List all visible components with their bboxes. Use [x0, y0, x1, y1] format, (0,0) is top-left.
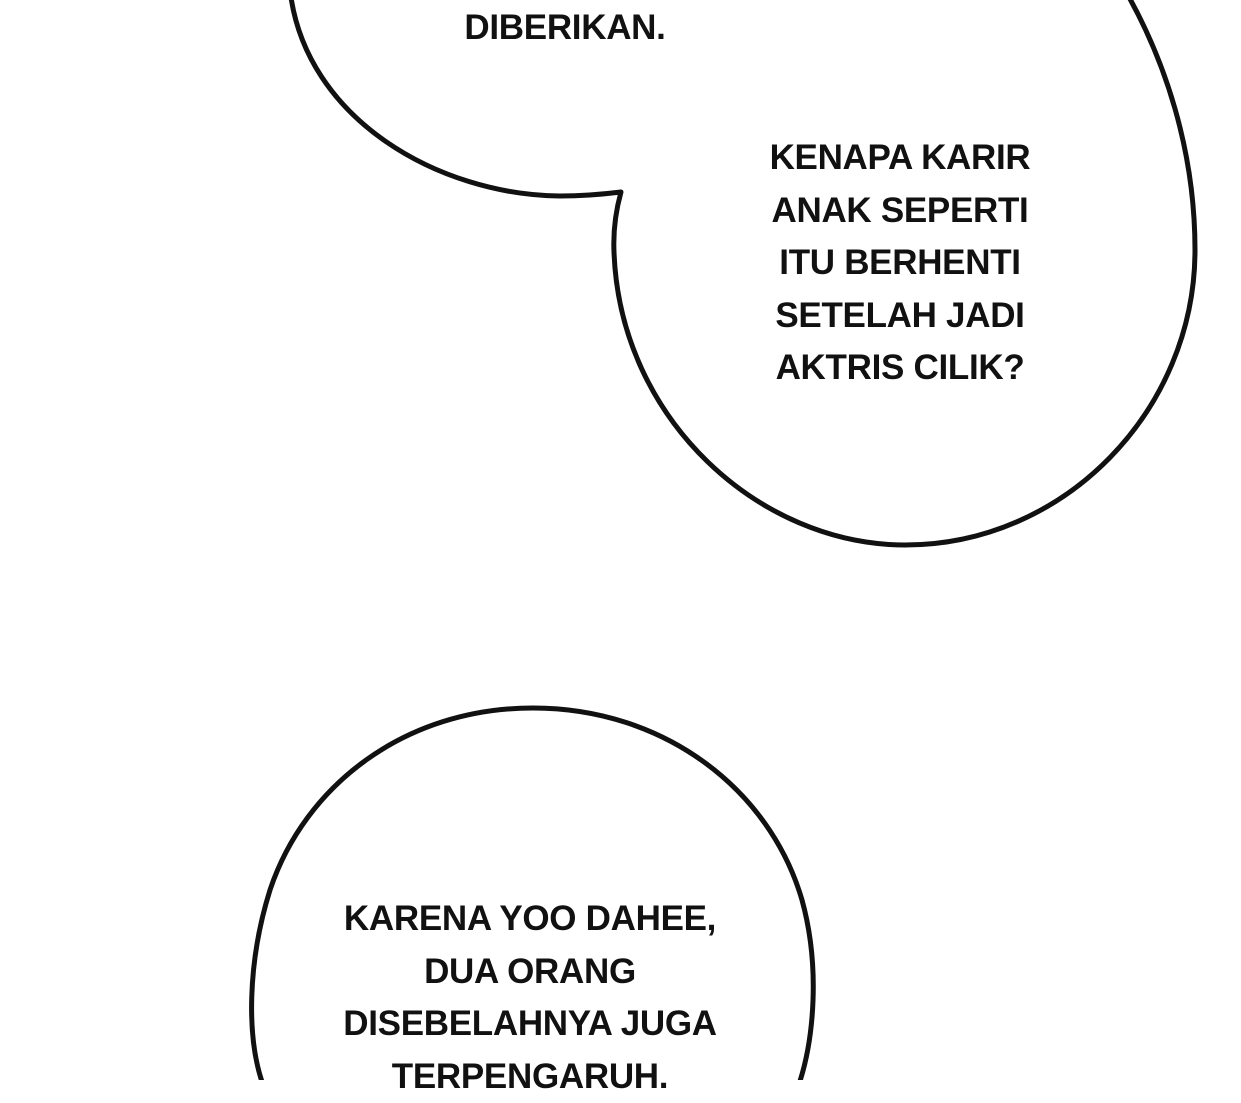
speech-line: DIBERIKAN. [400, 2, 730, 55]
speech-line: KARENA YOO DAHEE, [300, 893, 760, 946]
speech-line: DUA ORANG [300, 946, 760, 999]
speech-line: KENAPA KARIR [720, 132, 1080, 185]
speech-line: ITU BERHENTI [720, 237, 1080, 290]
speech-line: ANAK SEPERTI [720, 185, 1080, 238]
speech-line: DISEBELAHNYA JUGA [300, 998, 760, 1051]
speech-text-top [400, 2, 730, 55]
speech-line: SETELAH JADI [720, 290, 1080, 343]
speech-line: AKTRIS CILIK? [720, 342, 1080, 395]
speech-line: TERPENGARUH. [300, 1051, 760, 1103]
speech-text-right [720, 132, 1080, 395]
speech-text-bottom [300, 893, 760, 1103]
